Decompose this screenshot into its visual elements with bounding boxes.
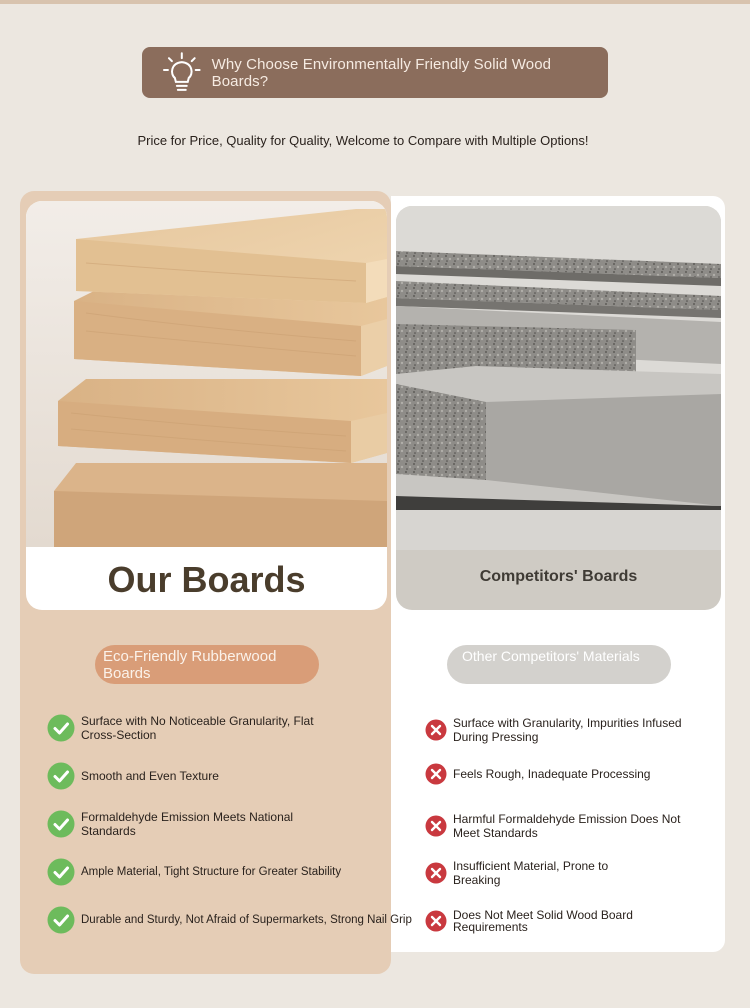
lightbulb-icon	[162, 51, 202, 95]
our-feature-text: Ample Material, Tight Structure for Greater Stability	[81, 866, 342, 878]
our-feature-item	[47, 906, 432, 934]
header-title: Why Choose Environmentally Friendly Solid Wood Boards?	[211, 55, 552, 90]
check-circle-icon	[47, 810, 75, 838]
x-circle-icon	[425, 862, 447, 884]
our-feature-text: Formaldehyde Emission Meets National Standards	[81, 810, 294, 838]
our-feature-text: Smooth and Even Texture	[81, 769, 219, 783]
competitor-feature-item	[425, 763, 655, 785]
our-feature-item	[47, 810, 337, 838]
competitor-feature-text: Feels Rough, Inadequate Processing	[453, 767, 651, 781]
competitor-feature-text: Harmful Formaldehyde Emission Does Not Meet Standards	[453, 812, 681, 840]
particle-board-image	[396, 206, 721, 550]
wood-boards-image	[26, 201, 387, 547]
check-circle-icon	[47, 762, 75, 790]
competitor-material-badge: Other Competitors' Materials	[447, 645, 671, 684]
x-circle-icon	[425, 910, 447, 932]
our-boards-card	[26, 201, 387, 610]
our-material-badge: Eco-Friendly Rubberwood Boards	[95, 645, 319, 684]
check-circle-icon	[47, 714, 75, 742]
top-border	[0, 0, 750, 4]
our-feature-item	[47, 714, 347, 742]
x-circle-icon	[425, 719, 447, 741]
competitor-feature-text: Surface with Granularity, Impurities Infused During Pressing	[453, 716, 682, 744]
competitor-feature-item	[425, 812, 710, 840]
header-banner	[142, 47, 608, 98]
competitor-feature-item	[425, 716, 720, 744]
header-subtitle: Price for Price, Quality for Quality, Welcome to Compare with Multiple Options!	[137, 133, 589, 148]
competitor-feature-item	[425, 909, 675, 933]
our-feature-text: Surface with No Noticeable Granularity, Flat Cross-Section	[81, 714, 314, 742]
competitor-feature-item	[425, 859, 655, 887]
our-boards-label: Our Boards	[107, 559, 306, 600]
check-circle-icon	[47, 858, 75, 886]
competitor-boards-label: Competitors' Boards	[479, 568, 638, 585]
x-circle-icon	[425, 815, 447, 837]
competitor-feature-text: Does Not Meet Solid Wood Board Requirements	[453, 908, 633, 934]
check-circle-icon	[47, 906, 75, 934]
x-circle-icon	[425, 763, 447, 785]
our-feature-item	[47, 858, 387, 886]
our-feature-text: Durable and Sturdy, Not Afraid of Supermarkets, Strong Nail Grip	[81, 914, 412, 926]
competitor-feature-text: Insufficient Material, Prone to Breaking	[453, 859, 609, 887]
competitor-boards-card	[396, 206, 721, 610]
our-feature-item	[47, 762, 237, 790]
